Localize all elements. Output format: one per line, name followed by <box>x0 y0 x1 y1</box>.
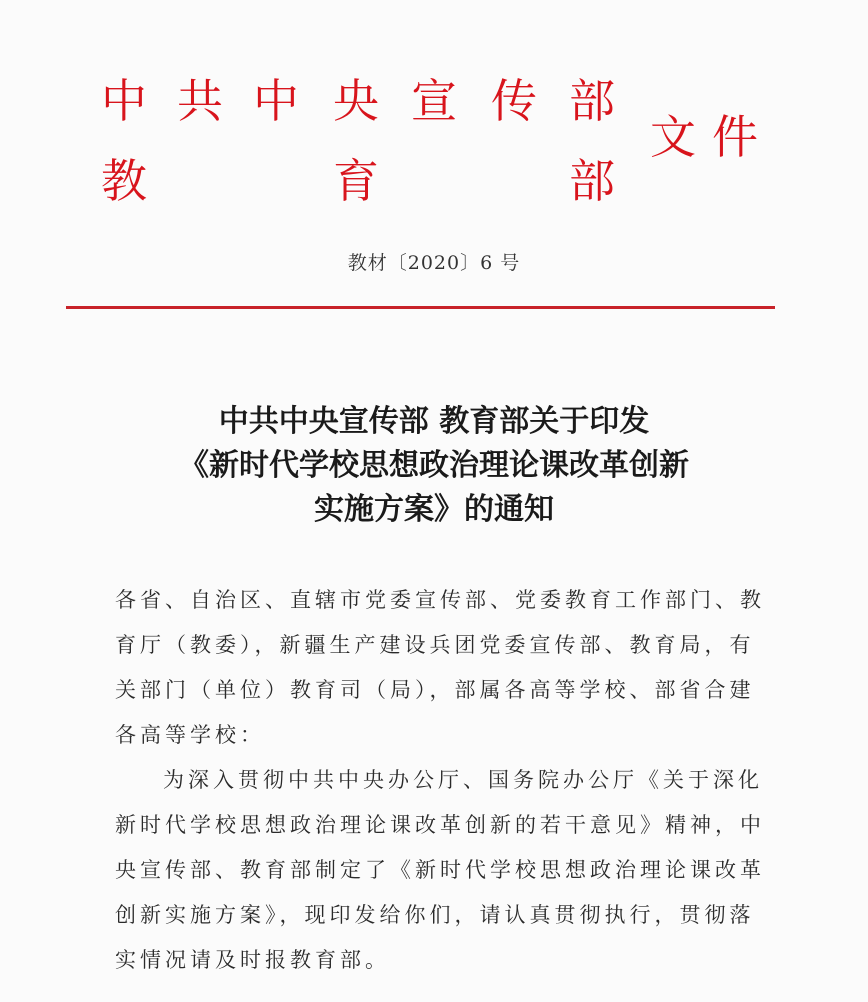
issuer-char: 宣 <box>411 74 457 128</box>
issuer-line-2 <box>96 154 636 238</box>
addressee-line: 关部门（单位）教育司（局），部属各高等学校、部省合建 <box>115 678 755 702</box>
addressee-block <box>115 578 775 758</box>
issuer-char: 共 <box>177 74 223 128</box>
main-paragraph <box>115 758 775 983</box>
document-body <box>115 578 775 983</box>
issuer-char: 部 <box>569 154 615 208</box>
paragraph-line: 为深入贯彻中共中央办公厅、国务院办公厅《关于深化 <box>163 768 763 792</box>
paragraph-line: 新时代学校思想政治理论课改革创新的若干意见》精神，中 <box>115 813 765 837</box>
issuer-char: 央 <box>333 74 379 128</box>
issuer-char: 部 <box>569 74 615 128</box>
issuer-char: 传 <box>491 74 537 128</box>
addressee-line: 各省、自治区、直辖市党委宣传部、党委教育工作部门、教 <box>115 588 765 612</box>
document-title <box>0 400 868 532</box>
paragraph-line: 创新实施方案》，现印发给你们，请认真贯彻执行，贯彻落 <box>115 903 755 927</box>
issuer-line-1 <box>96 74 636 158</box>
title-line: 《新时代学校思想政治理论课改革创新 <box>179 448 689 483</box>
issuer-char: 育 <box>333 154 379 208</box>
paragraph-line: 央宣传部、教育部制定了《新时代学校思想政治理论课改革 <box>115 858 765 882</box>
title-line: 中共中央宣传部 教育部关于印发 <box>218 404 650 439</box>
issuing-authorities <box>96 74 636 238</box>
addressee-line: 各高等学校： <box>115 723 265 747</box>
title-line: 实施方案》的通知 <box>314 492 554 527</box>
issuer-char: 中 <box>101 74 147 128</box>
paragraph-line: 实情况请及时报教育部。 <box>115 948 390 972</box>
document-type-label: 文件 <box>650 110 774 164</box>
document-number: 教材〔2020〕6 号 <box>347 252 521 274</box>
issuer-char: 中 <box>253 74 299 128</box>
red-separator-line <box>66 306 775 309</box>
addressee-line: 育厅（教委），新疆生产建设兵团党委宣传部、教育局，有 <box>115 633 755 657</box>
issuer-char: 教 <box>101 154 147 208</box>
